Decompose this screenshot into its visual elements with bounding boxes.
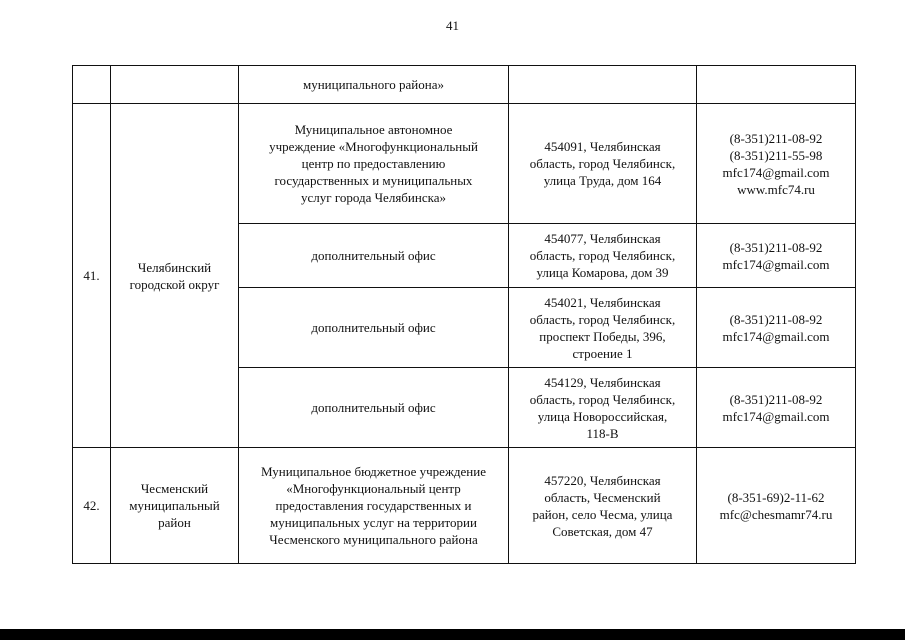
phone-number: (8-351)211-08-92 bbox=[729, 391, 823, 407]
address-cell bbox=[509, 368, 697, 448]
district-line: район bbox=[158, 515, 191, 530]
number-cell bbox=[73, 104, 111, 448]
organization-line: центр по предоставлению bbox=[301, 156, 446, 171]
contacts-cell bbox=[697, 448, 856, 564]
address-line: улица Труда, дом 164 bbox=[543, 173, 662, 188]
district-cell bbox=[111, 104, 239, 448]
organization-cell bbox=[239, 66, 509, 104]
district-line: Челябинский bbox=[137, 259, 212, 275]
address-line: строение 1 bbox=[572, 345, 633, 361]
organization-line: предоставления государственных и bbox=[275, 498, 472, 513]
organization-cell bbox=[239, 288, 509, 368]
address-line: улица Новороссийская, bbox=[537, 408, 668, 424]
organization-cell bbox=[239, 104, 509, 224]
district-cell bbox=[111, 448, 239, 564]
district-line: городской округ bbox=[129, 276, 220, 292]
address-line: область, Чесменский bbox=[544, 489, 661, 505]
organization-line: Муниципальное автономное bbox=[294, 122, 453, 137]
address-line: область, город Челябинск, bbox=[529, 248, 676, 263]
contacts-cell bbox=[697, 368, 856, 448]
organization-line: дополнительный офис bbox=[311, 400, 436, 415]
organization-cell bbox=[239, 224, 509, 288]
row-number: 41. bbox=[83, 268, 100, 283]
address-line: Советская, дом 47 bbox=[552, 523, 653, 539]
organization-line: Муниципальное бюджетное учреждение bbox=[261, 464, 486, 479]
address-cell bbox=[509, 66, 697, 104]
page-number: 41 bbox=[446, 18, 459, 33]
district-line: муниципальный bbox=[129, 498, 220, 513]
table-row bbox=[73, 448, 856, 564]
scan-edge-bar bbox=[0, 629, 905, 640]
continuation-row bbox=[73, 66, 856, 104]
phone-number: (8-351)211-08-92 bbox=[729, 130, 823, 146]
phone-number: (8-351-69)2-11-62 bbox=[727, 489, 825, 505]
organization-cell bbox=[239, 448, 509, 564]
phone-number: (8-351)211-08-92 bbox=[729, 239, 823, 255]
organization-line: «Многофункциональный центр bbox=[286, 481, 461, 496]
row-number: 42. bbox=[83, 498, 100, 513]
address-line: 454021, Челябинская bbox=[544, 294, 661, 310]
organization-line: учреждение «Многофункциональный bbox=[269, 139, 478, 154]
address-line: улица Комарова, дом 39 bbox=[536, 265, 669, 280]
organization-line: муниципальных услуг на территории bbox=[270, 515, 477, 530]
contacts-cell bbox=[697, 104, 856, 224]
organization-line: Чесменского муниципального района bbox=[269, 532, 478, 547]
address-line: проспект Победы, 396, bbox=[539, 328, 666, 344]
address-cell bbox=[509, 448, 697, 564]
table-row bbox=[73, 104, 856, 224]
number-cell bbox=[73, 66, 111, 104]
number-cell bbox=[73, 448, 111, 564]
district-cell bbox=[111, 66, 239, 104]
email-address: mfc174@gmail.com bbox=[722, 408, 830, 424]
address-cell bbox=[509, 104, 697, 224]
email-address: mfc174@gmail.com bbox=[722, 328, 830, 344]
organization-line: государственных и муниципальных bbox=[274, 173, 473, 188]
address-line: 454129, Челябинская bbox=[544, 374, 661, 390]
organization-line: муниципального района» bbox=[303, 77, 444, 92]
address-line: 454077, Челябинская bbox=[544, 231, 661, 246]
email-address: mfc@chesmamr74.ru bbox=[719, 506, 833, 522]
address-line: 454091, Челябинская bbox=[544, 139, 661, 154]
email-address: mfc174@gmail.com bbox=[722, 256, 830, 272]
address-line: область, город Челябинск, bbox=[529, 311, 676, 327]
contacts-cell bbox=[697, 288, 856, 368]
organization-line: услуг города Челябинска» bbox=[301, 190, 446, 205]
address-line: область, город Челябинск, bbox=[529, 156, 676, 171]
email-address: mfc174@gmail.com bbox=[722, 164, 830, 180]
phone-number: (8-351)211-55-98 bbox=[729, 147, 823, 163]
organization-line: дополнительный офис bbox=[311, 248, 436, 263]
address-line: область, город Челябинск, bbox=[529, 391, 676, 407]
address-line: 118-В bbox=[586, 425, 619, 441]
mfc-offices-table bbox=[72, 65, 856, 564]
contacts-cell bbox=[697, 224, 856, 288]
organization-line: дополнительный офис bbox=[311, 320, 436, 335]
address-cell bbox=[509, 224, 697, 288]
district-line: Чесменский bbox=[140, 481, 209, 496]
phone-number: (8-351)211-08-92 bbox=[729, 311, 823, 327]
organization-cell bbox=[239, 368, 509, 448]
website-address: www.mfc74.ru bbox=[737, 181, 815, 197]
contacts-cell bbox=[697, 66, 856, 104]
address-line: 457220, Челябинская bbox=[544, 472, 661, 488]
address-line: район, село Чесма, улица bbox=[532, 506, 673, 522]
address-cell bbox=[509, 288, 697, 368]
